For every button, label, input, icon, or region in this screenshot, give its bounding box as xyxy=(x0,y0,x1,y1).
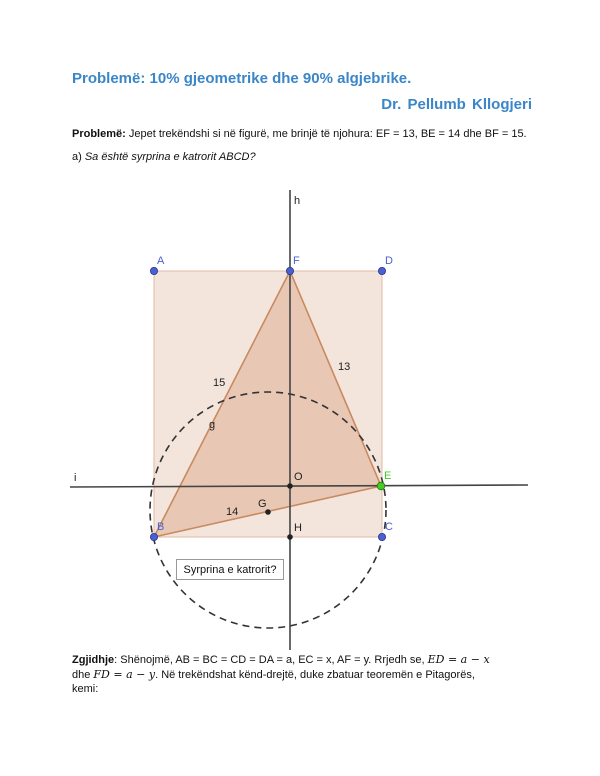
area-question-button[interactable]: Syrprina e katrorit? xyxy=(176,559,284,580)
segment-label-bf: 15 xyxy=(213,377,226,389)
page-title: Problemë: 10% gjeometrike dhe 90% algjebrike. xyxy=(72,70,412,87)
problem-question: Sa është syrprina e katrorit ABCD? xyxy=(81,151,256,163)
label-a: A xyxy=(157,255,165,267)
label-h: H xyxy=(294,522,302,534)
segment-label-be: 14 xyxy=(226,506,239,518)
label-d: D xyxy=(385,255,393,267)
label-c: C xyxy=(385,521,393,533)
solution-text-2: dhe xyxy=(72,668,94,681)
point-e[interactable] xyxy=(377,482,385,490)
circle-label-g: g xyxy=(209,419,216,431)
label-g: G xyxy=(258,498,267,510)
axis-label-i: i xyxy=(74,472,77,484)
solution-text xyxy=(72,653,532,697)
point-o[interactable] xyxy=(287,483,293,489)
solution-text-1: : Shënojmë, AB = BC = CD = DA = a, EC = x, AF = y. Rrjedh se, xyxy=(114,654,428,666)
point-b[interactable] xyxy=(150,533,157,540)
segment-label-ef: 13 xyxy=(338,361,351,373)
problem-label: Problemë: xyxy=(72,128,126,140)
label-o: O xyxy=(294,471,303,483)
label-b: B xyxy=(157,521,165,533)
point-g[interactable] xyxy=(265,509,271,515)
solution-text-4: kemi: xyxy=(72,683,99,695)
solution-math-2: FD = a − y xyxy=(93,667,156,681)
horizontal-axis-i xyxy=(70,485,528,487)
point-h[interactable] xyxy=(287,534,293,540)
problem-text: Jepet trekëndshi si në figurë, me brinjë të njohura: EF = 13, BE = 14 dhe BF = 15. a) xyxy=(72,128,527,163)
solution-text-3: . Në trekëndshat kënd-drejtë, duke zbatuar teoremën e Pitagorës, xyxy=(155,668,475,681)
solution-math-1: ED = a − x xyxy=(427,653,490,666)
label-f: F xyxy=(293,255,300,267)
label-e: E xyxy=(384,470,392,482)
author-name: Dr. Pellumb Kllogjeri xyxy=(381,96,532,113)
point-c[interactable] xyxy=(378,533,385,540)
axis-label-h: h xyxy=(294,195,301,207)
point-f[interactable] xyxy=(286,267,293,274)
solution-label: Zgjidhje xyxy=(72,654,115,666)
point-a[interactable] xyxy=(150,267,157,274)
point-d[interactable] xyxy=(378,267,385,274)
